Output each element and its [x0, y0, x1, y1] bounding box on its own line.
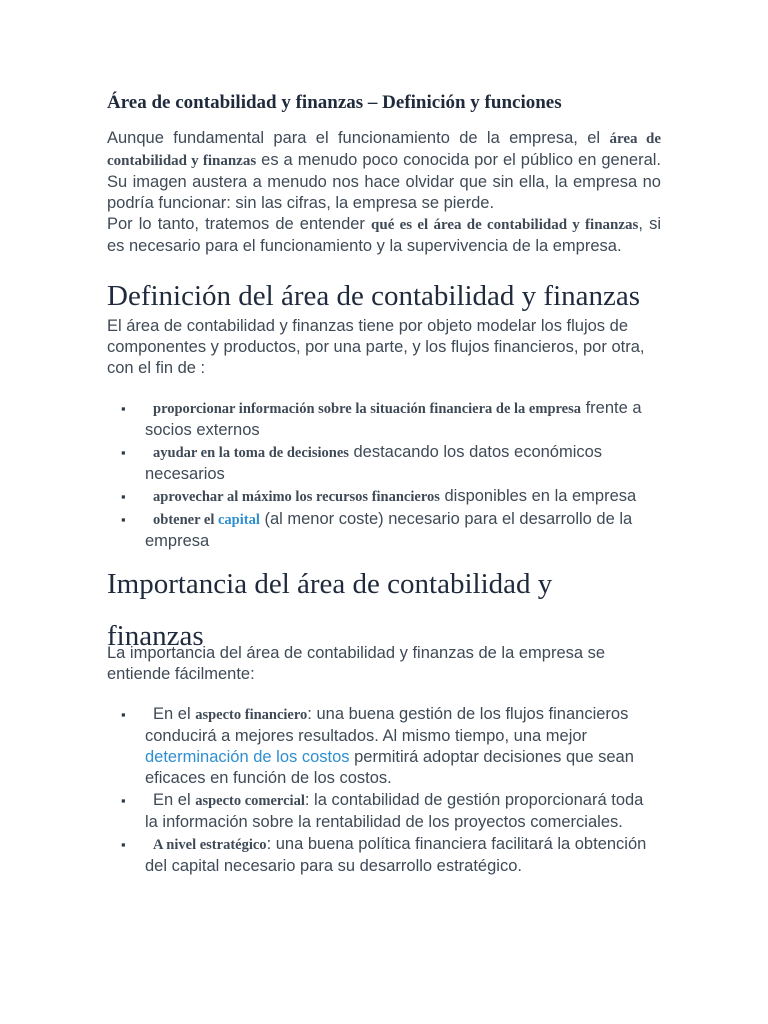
page-title: Área de contabilidad y finanzas – Definición y funciones — [107, 92, 562, 113]
section-heading-definicion: Definición del área de contabilidad y finanzas — [107, 280, 641, 312]
list-item: ▪ En el aspecto comercial: la contabilidad de gestión proporcionará toda la información sobre la rentabilidad de los proyectos comerciales. — [121, 791, 644, 831]
intro-paragraph-2: Por lo tanto, tratemos de entender qué es el área de contabilidad y finanzas, si es necesario para el funcionamiento y la supervivencia de la empresa. — [107, 215, 661, 255]
section2-list — [107, 704, 647, 878]
intro-bold-term: área de contabilidad y finanzas — [107, 131, 661, 169]
section2-paragraph: La importancia del área de contabilidad y finanzas de la empresa se entiende fácilmente: — [107, 644, 606, 683]
list-item: ▪ proporcionar información sobre la situación financiera de la empresa frente a socios externos — [121, 399, 642, 439]
section1-list — [107, 398, 647, 553]
list-item: ▪ obtener el capital (al menor coste) necesario para el desarrollo de la empresa — [121, 510, 633, 550]
intro-bold-question: qué es el área de contabilidad y finanzas — [371, 217, 639, 233]
bullet-icon: ▪ — [121, 793, 126, 808]
bullet-icon: ▪ — [121, 837, 126, 852]
bullet-icon: ▪ — [121, 489, 126, 504]
section1-paragraph: El área de contabilidad y finanzas tiene por objeto modelar los flujos de componentes y productos, por una parte, y los flujos financieros, por otra, con el fin de : — [107, 317, 645, 377]
bullet-icon: ▪ — [121, 401, 126, 416]
list-item: ▪ aprovechar al máximo los recursos financieros disponibles en la empresa — [121, 487, 637, 505]
list-item: ▪ En el aspecto financiero: una buena gestión de los flujos financieros conducirá a mejores resultados. Al mismo tiempo, una mejor determinación de los costos permitirá adoptar decisiones que sean eficaces en función de los costos. — [121, 705, 634, 787]
list-item: ▪ A nivel estratégico: una buena política financiera facilitará la obtención del capital necesario para su desarrollo estratégico. — [121, 835, 647, 875]
capital-link[interactable]: capital — [217, 512, 260, 528]
costos-link[interactable]: determinación de los costos — [145, 748, 350, 766]
bullet-icon: ▪ — [121, 445, 126, 460]
bullet-icon: ▪ — [121, 512, 126, 527]
section-heading-importancia: Importancia del área de contabilidad y finanzas — [107, 568, 553, 652]
list-item: ▪ ayudar en la toma de decisiones destacando los datos económicos necesarios — [121, 443, 603, 483]
bullet-icon: ▪ — [121, 707, 126, 722]
intro-paragraph-1: Aunque fundamental para el funcionamiento de la empresa, el área de contabilidad y finanzas es a menudo poco conocida por el público en general. Su imagen austera a menudo nos hace olvidar que sin ella, la empresa no podría funcionar: sin las cifras, la empresa se pierde. — [107, 129, 662, 212]
